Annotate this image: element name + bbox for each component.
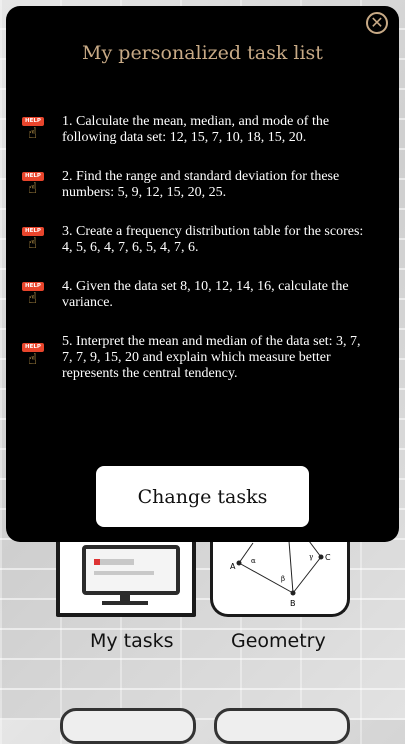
help-tag-label: HELP	[22, 343, 44, 352]
angle-beta-label: β	[281, 575, 286, 583]
pointer-hand-icon: ☝	[28, 179, 38, 197]
pointer-hand-icon: ☝	[28, 234, 38, 252]
help-icon[interactable]	[22, 172, 46, 202]
task-text: 2. Find the range and standard deviation for these numbers: 5, 9, 12, 15, 20, 25.	[62, 169, 340, 200]
angle-alpha-label: α	[251, 557, 256, 565]
monitor-stand	[120, 591, 130, 601]
task-list-modal	[6, 6, 399, 542]
vertex-c-label: C	[325, 553, 331, 562]
help-tag-label: HELP	[22, 282, 44, 291]
monitor-base	[102, 601, 148, 605]
triangle-diagram-icon	[213, 535, 347, 615]
bottom-button-left[interactable]	[60, 708, 196, 744]
help-tag-label: HELP	[22, 172, 44, 181]
close-icon[interactable]: ✕	[366, 12, 388, 34]
help-tag-label: HELP	[22, 117, 44, 126]
pointer-hand-icon: ☝	[28, 289, 38, 307]
monitor-icon	[82, 545, 180, 595]
help-icon[interactable]	[22, 282, 46, 312]
bottom-button-right[interactable]	[214, 708, 350, 744]
task-text: 4. Given the data set 8, 10, 12, 14, 16, calculate the variance.	[62, 279, 349, 310]
help-icon[interactable]	[22, 117, 46, 147]
task-text: 5. Interpret the mean and median of the data set: 3, 7, 7, 7, 9, 15, 20 and explain which measure better represents the central tendency.	[62, 334, 361, 381]
vertex-a-label: A	[230, 562, 236, 571]
angle-gamma-label: γ	[309, 553, 314, 561]
help-icon[interactable]	[22, 227, 46, 257]
vertex-b-label: B	[290, 599, 296, 608]
task-text: 3. Create a frequency distribution table for the scores: 4, 5, 6, 4, 7, 6, 5, 4, 7, 6.	[62, 224, 364, 255]
geometry-label: Geometry	[231, 630, 326, 652]
help-tag-label: HELP	[22, 227, 44, 236]
geometry-tile[interactable]	[210, 535, 350, 617]
help-icon[interactable]	[22, 343, 46, 373]
my-tasks-label: My tasks	[90, 630, 174, 652]
pointer-hand-icon: ☝	[28, 124, 38, 142]
task-text: 1. Calculate the mean, median, and mode of the following data set: 12, 15, 7, 10, 18, 15, 20.	[62, 114, 330, 145]
modal-title: My personalized task list	[82, 42, 323, 64]
pointer-hand-icon: ☝	[28, 350, 38, 368]
change-tasks-button[interactable]: Change tasks	[96, 466, 309, 527]
my-tasks-tile[interactable]	[56, 535, 196, 617]
